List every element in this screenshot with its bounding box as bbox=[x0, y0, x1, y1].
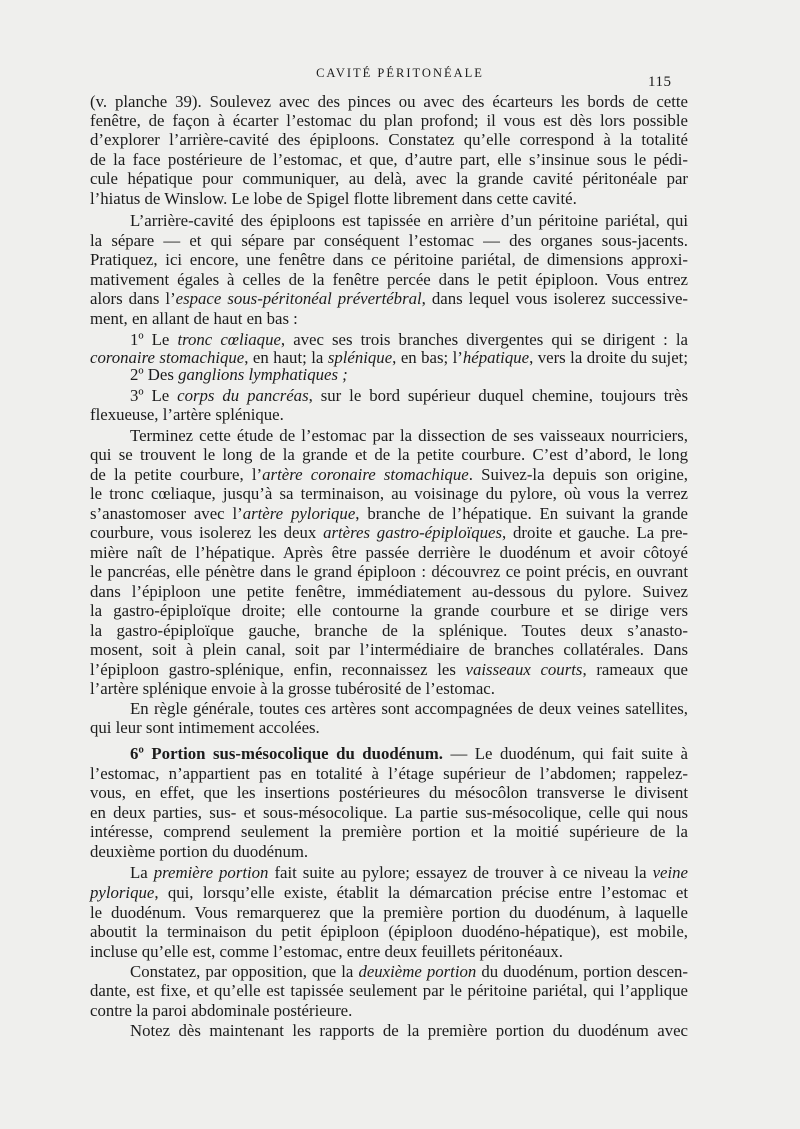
text-line bbox=[90, 231, 688, 251]
italic-term: corps du pancréas bbox=[177, 386, 309, 405]
text-line bbox=[90, 150, 688, 170]
text-run: d’explorer l’arrière-cavité des épiploons. Constatez qu’elle correspond à la totalité bbox=[90, 130, 688, 149]
text-run: , branche de l’hépatique. En suivant la grande bbox=[355, 504, 688, 523]
text-line bbox=[90, 764, 688, 784]
text-run: , qui, lorsqu’elle existe, établit la démarcation précise entre l’estomac et bbox=[154, 883, 688, 902]
text-line bbox=[90, 601, 688, 621]
text-line bbox=[130, 211, 688, 231]
text-run: l’hiatus de Winslow. Le lobe de Spigel flotte librement dans cette cavité. bbox=[90, 189, 577, 208]
italic-term: deuxième portion bbox=[358, 962, 477, 981]
text-line bbox=[130, 330, 688, 350]
text-line bbox=[90, 922, 688, 942]
text-line bbox=[90, 981, 688, 1001]
text-line bbox=[90, 111, 688, 131]
text-line bbox=[90, 582, 688, 602]
text-line bbox=[130, 365, 688, 385]
text-run: la gastro-épiploïque gauche, branche de la splénique. Toutes deux s’anasto- bbox=[90, 621, 688, 640]
text-run: , en haut; la bbox=[244, 348, 328, 367]
text-line bbox=[90, 640, 688, 660]
text-run: , dans lequel vous isolerez successive- bbox=[421, 289, 688, 308]
italic-term: artère pylorique bbox=[242, 504, 356, 523]
text-run: , vers la droite du sujet; bbox=[529, 348, 688, 367]
text-run: Terminez cette étude de l’estomac par la dissection de ses vaisseaux nourriciers, bbox=[130, 426, 688, 445]
italic-term: artère coronaire stomachique bbox=[262, 465, 469, 484]
italic-term: tronc cœliaque bbox=[177, 330, 281, 349]
text-run: 3º Le bbox=[130, 386, 178, 405]
text-run: l’épiploon gastro-splénique, enfin, reconnaissez les bbox=[90, 660, 466, 679]
text-line bbox=[90, 405, 688, 425]
text-run: l’estomac, n’appartient pas en totalité à l’étage supérieur de l’abdomen; rappelez- bbox=[90, 764, 688, 783]
text-run: fait suite au pylore; essayez de trouver à ce niveau la bbox=[268, 863, 653, 882]
text-run: du duodénum, portion descen- bbox=[476, 962, 688, 981]
text-run: le pancréas, elle pénètre dans le grand épiploon : découvrez ce point précis, en ouvrant bbox=[90, 562, 688, 581]
text-run: intéresse, comprend seulement la première portion et la moitié supérieure de la bbox=[90, 822, 688, 841]
text-run: vous, en effet, que les insertions postérieures du mésocôlon transverse le divisent bbox=[90, 783, 688, 802]
text-line bbox=[130, 1021, 688, 1041]
text-line bbox=[90, 169, 688, 189]
text-line bbox=[90, 543, 688, 563]
text-line bbox=[90, 942, 688, 962]
text-run: . Suivez-la depuis son origine, bbox=[468, 465, 688, 484]
text-line bbox=[90, 309, 688, 329]
text-run: La bbox=[130, 863, 154, 882]
italic-term: ganglions lymphatiques ; bbox=[178, 365, 348, 384]
text-run: de la petite courbure, l’ bbox=[90, 465, 263, 484]
text-run: dante, est fixe, et qu’elle est tapissée seulement par le péritoine pariétal, qui l’applique bbox=[90, 981, 688, 1000]
text-run: contre la paroi abdominale postérieure. bbox=[90, 1001, 353, 1020]
text-run: , sur le bord supérieur duquel chemine, toujours très bbox=[308, 386, 688, 405]
text-line bbox=[130, 744, 688, 764]
text-run: la gastro-épiploïque droite; elle contourne la grande courbure et se dirige vers bbox=[90, 601, 688, 620]
text-run: mosent, soit à plein canal, soit par l’intermédiaire de branches collatérales. Dans bbox=[90, 640, 688, 659]
text-run: qui leur sont intimement accolées. bbox=[90, 718, 320, 737]
text-line bbox=[90, 660, 688, 680]
italic-term: vaisseaux courts bbox=[465, 660, 583, 679]
text-run: fenêtre, de façon à écarter l’estomac du plan profond; il vous est dès lors possible bbox=[90, 111, 688, 130]
text-run: le tronc cœliaque, jusqu’à sa terminaison, au voisinage du pylore, où vous la verrez bbox=[90, 484, 688, 503]
text-line bbox=[130, 699, 688, 719]
text-run: (v. planche 39). Soulevez avec des pinces ou avec des écarteurs les bords de cette bbox=[90, 92, 688, 111]
text-line bbox=[90, 1001, 688, 1021]
text-line bbox=[130, 386, 688, 406]
text-line bbox=[130, 863, 688, 883]
text-run: courbure, vous isolerez les deux bbox=[90, 523, 324, 542]
italic-term: splénique bbox=[327, 348, 393, 367]
text-line bbox=[90, 822, 688, 842]
text-line bbox=[130, 426, 688, 446]
text-line bbox=[90, 92, 688, 112]
text-run: mière naît de l’hépatique. Après être passée derrière le duodénum et avoir côtoyé bbox=[90, 543, 688, 562]
text-line bbox=[90, 903, 688, 923]
text-line bbox=[130, 962, 688, 982]
text-line bbox=[90, 484, 688, 504]
running-title: CAVITÉ PÉRITONÉALE bbox=[316, 66, 484, 80]
text-line bbox=[90, 465, 688, 485]
text-run: de la face postérieure de l’estomac, et que, d’autre part, elle s’insinue sous le pédi- bbox=[90, 150, 688, 169]
italic-term: veine bbox=[652, 863, 688, 882]
text-run: alors dans l’ bbox=[90, 289, 176, 308]
italic-term: hépatique bbox=[462, 348, 530, 367]
italic-term: première portion bbox=[153, 863, 269, 882]
text-run: le duodénum. Vous remarquerez que la première portion du duodénum, à laquelle bbox=[90, 903, 688, 922]
text-run: deuxième portion du duodénum. bbox=[90, 842, 309, 861]
text-line bbox=[90, 783, 688, 803]
text-line bbox=[90, 130, 688, 150]
italic-term: artères gastro-épiploïques bbox=[323, 523, 503, 542]
text-line bbox=[90, 289, 688, 309]
text-line bbox=[90, 189, 688, 209]
text-line bbox=[90, 250, 688, 270]
text-run: L’arrière-cavité des épiploons est tapissée en arrière d’un péritoine pariétal, qui bbox=[130, 211, 688, 230]
text-line bbox=[90, 270, 688, 290]
text-line bbox=[90, 883, 688, 903]
text-run: En règle générale, toutes ces artères sont accompagnées de deux veines satellites, bbox=[130, 699, 688, 718]
text-line bbox=[90, 504, 688, 524]
text-run: l’artère splénique envoie à la grosse tubérosité de l’estomac. bbox=[90, 679, 495, 698]
text-run: cule hépatique pour communiquer, au delà, avec la grande cavité péritonéale par bbox=[90, 169, 688, 188]
text-run: la sépare — et qui sépare par conséquent l’estomac — des organes sous-jacents. bbox=[90, 231, 688, 250]
text-run: Constatez, par opposition, que la bbox=[130, 962, 359, 981]
text-run: 1º Le bbox=[130, 330, 178, 349]
text-line bbox=[90, 523, 688, 543]
italic-term: coronaire stomachique bbox=[90, 348, 245, 367]
text-run: Notez dès maintenant les rapports de la première portion du duodénum avec bbox=[130, 1021, 688, 1040]
text-line bbox=[90, 842, 688, 862]
text-run: Pratiquez, ici encore, une fenêtre dans ce péritoine pariétal, de dimensions approxi- bbox=[90, 250, 688, 269]
text-run: aboutit la terminaison du petit épiploon (épiploon duodéno-hépatique), est mobile, bbox=[90, 922, 688, 941]
text-line bbox=[90, 718, 688, 738]
text-run: incluse qu’elle est, comme l’estomac, entre deux feuillets péritonéaux. bbox=[90, 942, 563, 961]
page-number: 115 bbox=[648, 74, 672, 90]
text-run: 2º Des bbox=[130, 365, 179, 384]
text-run: flexueuse, l’artère splénique. bbox=[90, 405, 284, 424]
text-run: mativement égales à celles de la fenêtre percée dans le petit épiploon. Vous entrez bbox=[90, 270, 688, 289]
text-line bbox=[90, 562, 688, 582]
section-heading: 6º Portion sus-mésocolique du duodénum. bbox=[130, 744, 443, 763]
text-run: , droite et gauche. La pre- bbox=[502, 523, 688, 542]
italic-term: espace sous-péritonéal prévertébral bbox=[175, 289, 422, 308]
italic-term: pylorique bbox=[90, 883, 155, 902]
text-run: en deux parties, sus- et sous-mésocolique. La partie sus-mésocolique, celle qui nous bbox=[90, 803, 688, 822]
text-line bbox=[90, 803, 688, 823]
text-run: dans l’épiploon une petite fenêtre, immédiatement au-dessous du pylore. Suivez bbox=[90, 582, 688, 601]
text-run: , rameaux que bbox=[582, 660, 688, 679]
text-run: qui se trouvent le long de la grande et de la petite courbure. C’est d’abord, le long bbox=[90, 445, 688, 464]
text-run: , en bas; l’ bbox=[392, 348, 463, 367]
text-run: , avec ses trois branches divergentes qui se dirigent : la bbox=[280, 330, 688, 349]
text-run: — Le duodénum, qui fait suite à bbox=[442, 744, 688, 763]
text-line bbox=[90, 445, 688, 465]
text-run: ment, en allant de haut en bas : bbox=[90, 309, 298, 328]
text-run: s’anastomoser avec l’ bbox=[90, 504, 243, 523]
text-line bbox=[90, 679, 688, 699]
text-line bbox=[90, 621, 688, 641]
